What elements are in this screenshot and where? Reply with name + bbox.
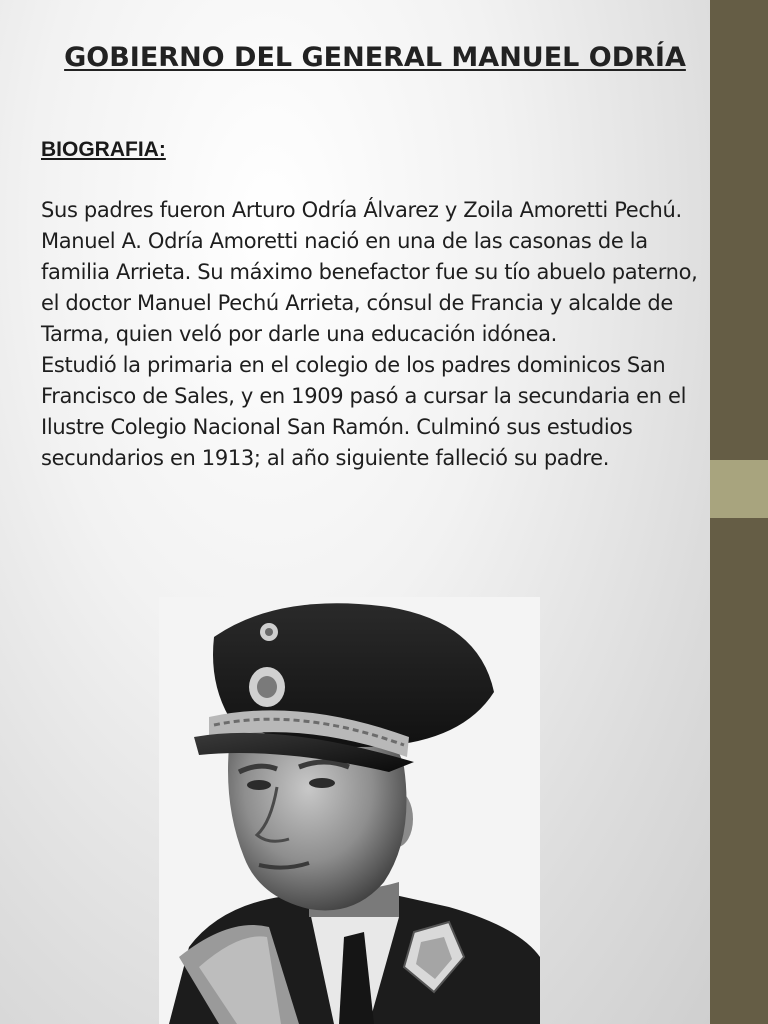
paragraph-1: Sus padres fueron Arturo Odría Álvarez y Zoila Amoretti Pechú. Manuel A. Odría Amoretti nació en una de las casonas de la familia Arrieta. Su máximo benefactor fue su tío abuelo paterno, el doctor Manuel Pechú Arrieta, cónsul de Francia y alcalde de Tarma, quien veló por darle una educación idónea.	[41, 198, 698, 346]
biography-text	[41, 195, 710, 474]
section-heading: BIOGRAFIA:	[41, 138, 166, 161]
portrait-illustration	[159, 597, 540, 1024]
portrait-photo	[159, 597, 540, 1024]
sidebar-decoration	[710, 0, 768, 1024]
sidebar-accent-block	[710, 460, 768, 518]
slide-title: GOBIERNO DEL GENERAL MANUEL ODRÍA	[64, 42, 686, 73]
paragraph-2: Estudió la primaria en el colegio de los padres dominicos San Francisco de Sales, y en 1909 pasó a cursar la secundaria en el Ilustre Colegio Nacional San Ramón. Culminó sus estudios secundarios en 1913; al año siguiente falleció su padre.	[41, 353, 687, 470]
